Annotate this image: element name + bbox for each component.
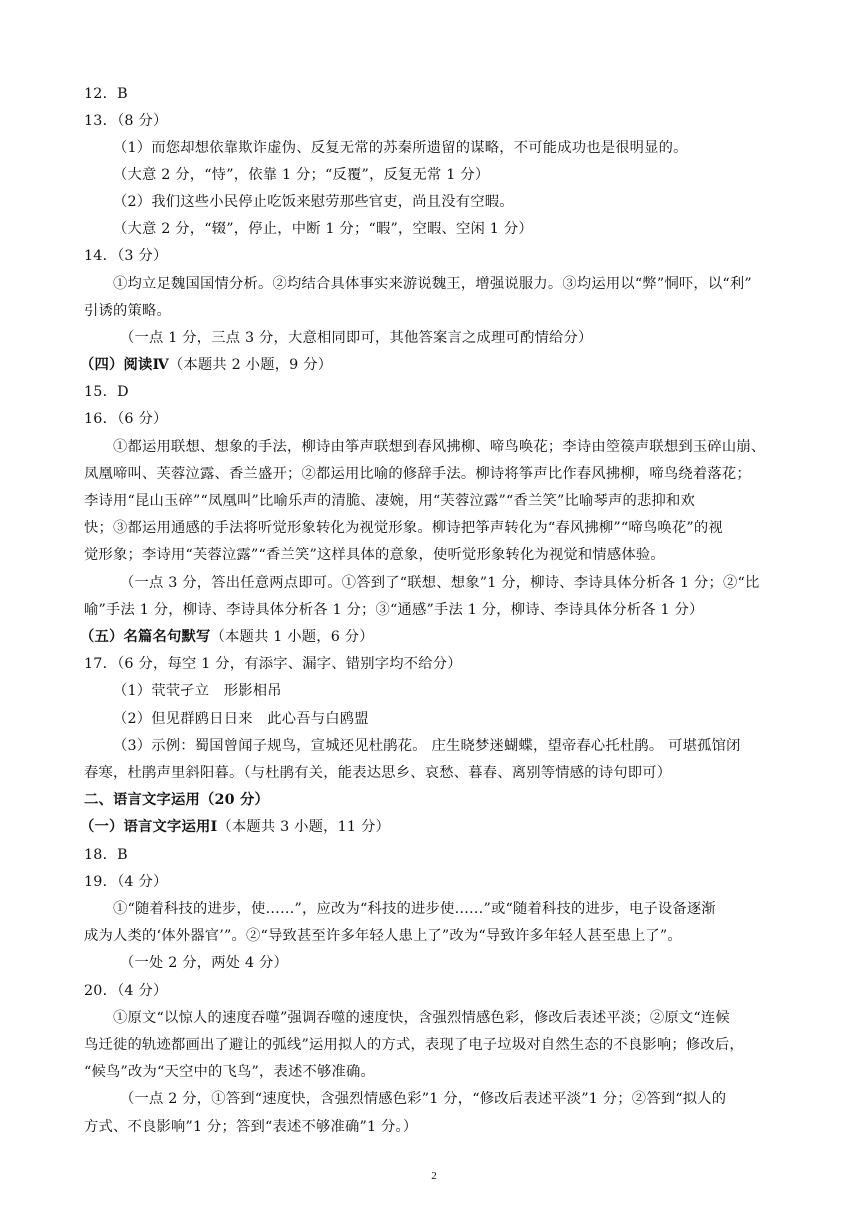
section-language-1 xyxy=(80,817,390,837)
answer-19-line2: 成为人类的‘体外器官’”。②“导致甚至许多年轻人患上了”改为“导致许多年轻人甚至患上了”。 xyxy=(84,928,682,944)
scoring-19: （一处 2 分，两处 4 分） xyxy=(120,955,289,971)
answer-20-line3: “候鸟”改为“天空中的飞鸟”，表述不够准确。 xyxy=(84,1064,375,1080)
question-17-heading: 17．（6 分，每空 1 分，有添字、漏字、错别字均不给分） xyxy=(84,656,462,672)
answer-13-1: （1）而您却想依靠欺诈虚伪、反复无常的苏秦所遗留的谋略，不可能成功也是很明显的。 xyxy=(113,140,688,156)
question-13-heading: 13．（8 分） xyxy=(84,113,168,129)
scoring-13-2: （大意 2 分，“辍”，停止，中断 1 分；“暇”，空暇、空闲 1 分） xyxy=(113,221,533,237)
question-19-heading: 19．（4 分） xyxy=(84,874,168,890)
answer-16-line1: ①都运用联想、想象的手法，柳诗由筝声联想到春风拂柳、啼鸟唤花；李诗由箜篌声联想到玉碎山崩、 xyxy=(113,439,766,455)
answer-14-line2: 引诱的策略。 xyxy=(84,303,171,319)
answer-17-2: （2）但见群鸥日日来 此心吾与白鸥盟 xyxy=(113,711,369,727)
part-two-heading: 二、语言文字运用（20 分） xyxy=(84,792,269,808)
scoring-16-line2: 喻”手法 1 分，柳诗、李诗具体分析各 1 分；③“通感”手法 1 分，柳诗、李诗具体分析各 1 分） xyxy=(84,602,704,618)
answer-13-2: （2）我们这些小民停止吃饭来慰劳那些官吏，尚且没有空暇。 xyxy=(113,194,514,210)
scoring-13-1: （大意 2 分，“恃”，依靠 1 分；“反覆”，反复无常 1 分） xyxy=(113,167,490,183)
answer-20-line2: 鸟迁徙的轨迹都画出了避让的弧线”运用拟人的方式，表现了电子垃圾对自然生态的不良影响；修改后， xyxy=(84,1037,744,1053)
answer-12: 12．B xyxy=(84,86,128,102)
scoring-16-line1: （一点 3 分，答出任意两点即可。①答到了“联想、想象”1 分，柳诗、李诗具体分析各 1 分；②“比 xyxy=(120,575,760,591)
answer-14-line1: ①均立足魏国国情分析。②均结合具体事实来游说魏王，增强说服力。③均运用以“弊”恫吓，以“利” xyxy=(113,276,752,292)
answer-16-line3: 李诗用“昆山玉碎”“凤凰叫”比喻乐声的清脆、凄婉，用“芙蓉泣露”“香兰笑”比喻琴声的悲抑和欢 xyxy=(84,493,695,509)
answer-16-line2: 凤凰啼叫、芙蓉泣露、香兰盛开；②都运用比喻的修辞手法。柳诗将筝声比作春风拂柳，啼鸟绕着落花； xyxy=(84,466,751,482)
answer-19-line1: ①“随着科技的进步，使……”，应改为“科技的进步使……”或“随着科技的进步，电子设备逐渐 xyxy=(113,901,716,917)
section-famous-lines xyxy=(80,627,374,647)
scoring-20-line2: 方式、不良影响”1 分；答到“表述不够准确”1 分。） xyxy=(84,1119,418,1135)
answer-18: 18．B xyxy=(84,847,128,863)
section-language-1-note: （本题共 3 小题，11 分） xyxy=(217,819,390,835)
answer-16-line4: 快；③都运用通感的手法将听觉形象转化为视觉形象。柳诗把筝声转化为“春风拂柳”“啼鸟唤花”的视 xyxy=(84,520,723,536)
answer-17-1: （1）茕茕孑立 形影相吊 xyxy=(113,683,282,699)
answer-16-line5: 觉形象；李诗用“芙蓉泣露”“香兰笑”这样具体的意象，使听觉形象转化为视觉和情感体验。 xyxy=(84,547,665,563)
section-reading-4-title: （四）阅读Ⅳ xyxy=(80,357,169,373)
page-number: 2 xyxy=(431,1170,437,1182)
section-language-1-title: （一）语言文字运用Ⅰ xyxy=(80,819,218,835)
question-14-heading: 14．（3 分） xyxy=(84,248,168,264)
section-reading-4 xyxy=(80,355,332,375)
question-20-heading: 20．（4 分） xyxy=(84,983,168,999)
answer-15: 15．D xyxy=(84,384,129,400)
answer-17-3-line1: （3）示例：蜀国曾闻子规鸟，宣城还见杜鹃花。 庄生晓梦迷蝴蝶，望帝春心托杜鹃。 可堪孤馆闭 xyxy=(113,738,741,754)
scoring-20-line1: （一点 2 分，①答到“速度快，含强烈情感色彩”1 分，“修改后表述平淡”1 分；②答到“拟人的 xyxy=(120,1091,727,1107)
section-famous-lines-title: （五）名篇名句默写 xyxy=(80,629,211,645)
section-famous-lines-note: （本题共 1 小题，6 分） xyxy=(210,629,374,645)
scoring-14: （一点 1 分，三点 3 分，大意相同即可，其他答案言之成理可酌情给分） xyxy=(120,330,593,346)
section-reading-4-note: （本题共 2 小题，9 分） xyxy=(168,357,333,373)
answer-20-line1: ①原文“以惊人的速度吞噬”强调吞噬的速度快，含强烈情感色彩，修改后表述平淡；②原文“连候 xyxy=(113,1010,730,1026)
question-16-heading: 16．（6 分） xyxy=(84,411,168,427)
answer-17-3-line2: 春寒，杜鹃声里斜阳暮。（与杜鹃有关，能表达思乡、哀愁、暮春、离别等情感的诗句即可） xyxy=(84,765,672,781)
